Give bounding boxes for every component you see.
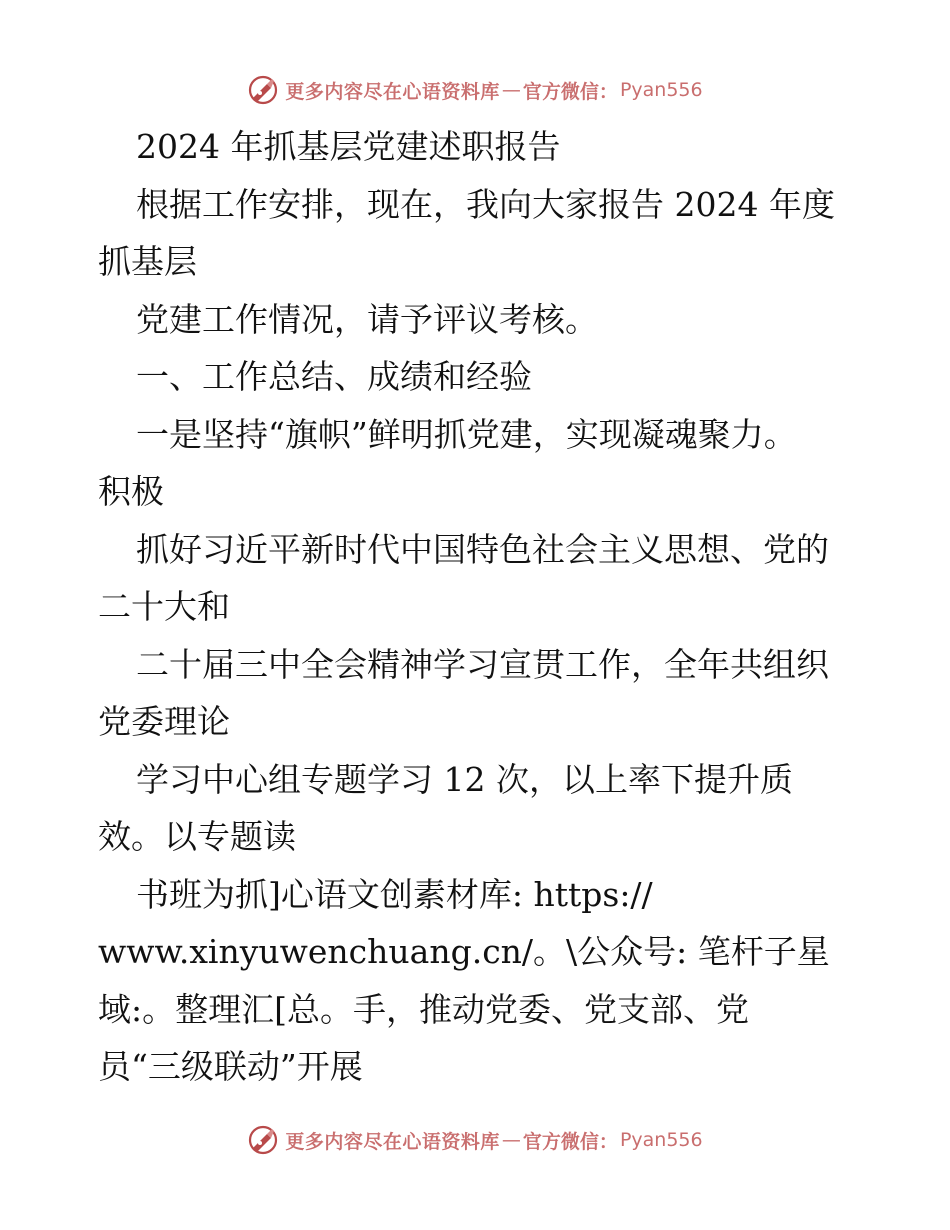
document-line: 抓好习近平新时代中国特色社会主义思想、党的 xyxy=(136,529,829,569)
banner-wechat-label: 官方微信： xyxy=(522,80,618,103)
banner-wechat-id: Pyan556 xyxy=(619,1129,703,1151)
pen-logo-icon xyxy=(247,74,279,106)
banner-dash: — xyxy=(501,79,521,101)
footer-watermark-banner xyxy=(0,1120,950,1160)
banner-wechat-id: Pyan556 xyxy=(619,79,703,101)
banner-main-text: 更多内容尽在心语资料库 xyxy=(285,1130,500,1153)
document-line: www.xinyuwenchuang.cn/。\公众号: 笔杆子星 xyxy=(98,932,830,971)
document-line: 域:。整理汇[总。手，推动党委、党支部、党 xyxy=(98,989,749,1029)
banner-dash: — xyxy=(501,1129,521,1151)
document-line: 效。以专题读 xyxy=(98,817,296,856)
document-line: 根据工作安排，现在，我向大家报告 2024 年度 xyxy=(136,184,835,224)
document-line: 一、工作总结、成绩和经验 xyxy=(136,357,532,396)
document-line: 书班为抓]心语文创素材库: https:// xyxy=(136,874,653,914)
document-line: 二十届三中全会精神学习宣贯工作，全年共组织 xyxy=(136,644,829,684)
document-line: 学习中心组专题学习 12 次，以上率下提升质 xyxy=(136,759,793,799)
banner-main-text: 更多内容尽在心语资料库 xyxy=(285,80,500,103)
document-line: 积极 xyxy=(98,472,164,511)
document-line: 员“三级联动”开展 xyxy=(98,1047,363,1086)
document-line: 党建工作情况，请予评议考核。 xyxy=(136,299,598,339)
pen-logo-icon xyxy=(247,1124,279,1156)
banner-wechat-label: 官方微信： xyxy=(522,1130,618,1153)
header-watermark-banner xyxy=(0,70,950,110)
document-line: 2024 年抓基层党建述职报告 xyxy=(136,127,561,166)
document-line: 抓基层 xyxy=(98,242,197,281)
document-body xyxy=(98,118,868,1096)
document-line: 党委理论 xyxy=(98,702,230,741)
document-line: 二十大和 xyxy=(98,587,230,626)
document-line: 一是坚持“旗帜”鲜明抓党建，实现凝魂聚力。 xyxy=(136,414,797,454)
